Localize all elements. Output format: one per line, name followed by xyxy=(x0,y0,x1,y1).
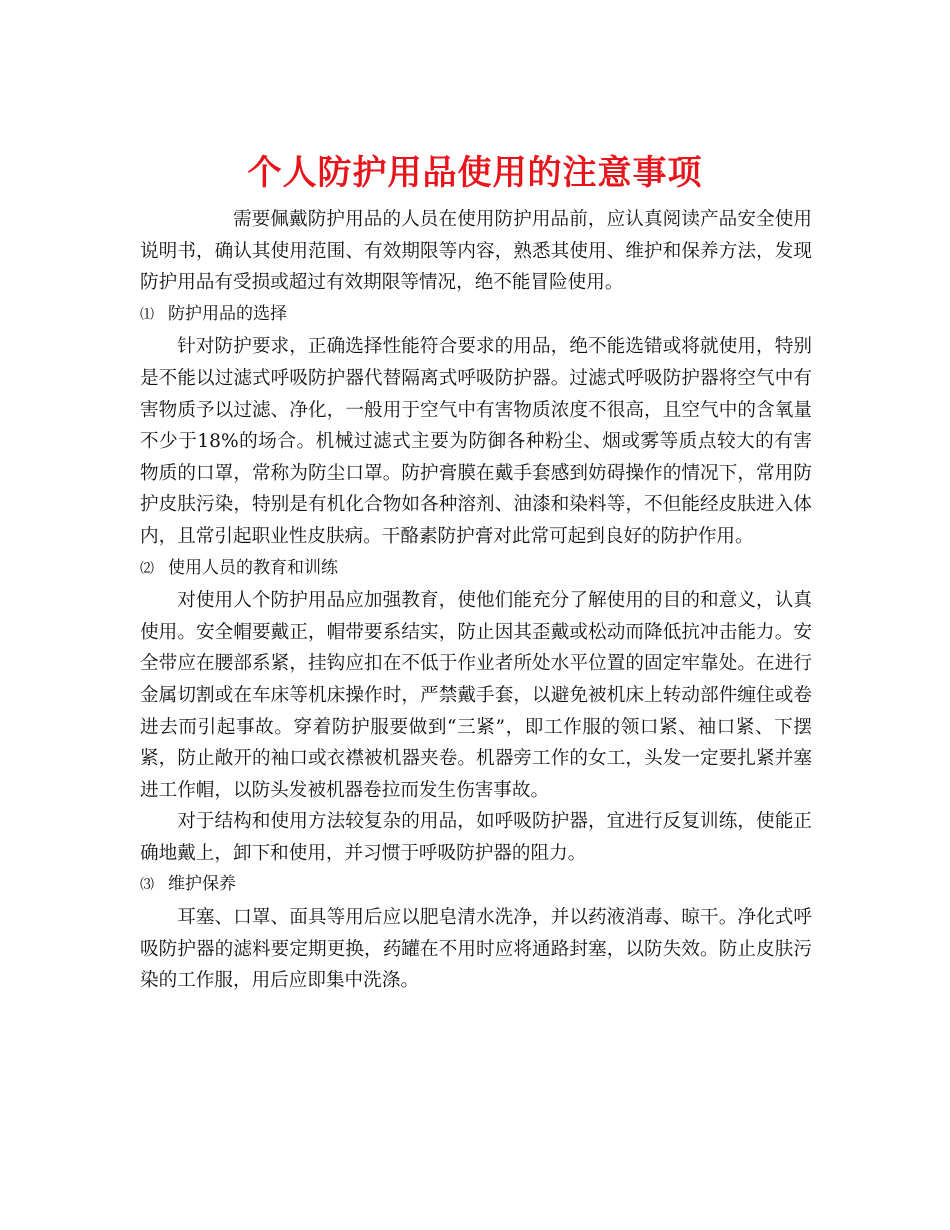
section-heading-2 xyxy=(140,553,812,586)
section-1-paragraph-1: 针对防护要求，正确选择性能符合要求的用品，绝不能选错或将就使用，特别是不能以过滤式呼吸防护器代替隔离式呼吸防护器。过滤式呼吸防护器将空气中有害物质予以过滤、净化，一般用于空气中有害物质浓度不很高，且空气中的含氧量不少于18%的场合。机械过滤式主要为防御各种粉尘、烟或雾等质点较大的有害物质的口罩，常称为防尘口罩。防护膏膜在戴手套感到妨碍操作的情况下，常用防护皮肤污染，特别是有机化合物如各种溶剂、油漆和染料等，不但能经皮肤进入体内，且常引起职业性皮肤病。干酪素防护膏对此常可起到良好的防护作用。 xyxy=(140,336,812,547)
document-body xyxy=(140,204,812,997)
section-title: 使用人员的教育和训练 xyxy=(168,557,338,578)
section-title: 维护保养 xyxy=(168,874,236,895)
section-number: ⑶ xyxy=(140,877,154,894)
section-3-paragraph-1: 耳塞、口罩、面具等用后应以肥皂清水洗净，并以药液消毒、晾干。净化式呼吸防护器的滤料要定期更换，药罐在不用时应将通路封塞，以防失效。防止皮肤污染的工作服，用后应即集中洗涤。 xyxy=(140,907,812,992)
intro-paragraph: 需要佩戴防护用品的人员在使用防护用品前，应认真阅读产品安全使用说明书，确认其使用范围、有效期限等内容，熟悉其使用、维护和保养方法，发现防护用品有受损或超过有效期限等情况，绝不能冒险使用。 xyxy=(140,209,812,294)
section-heading-1 xyxy=(140,299,812,332)
section-heading-3 xyxy=(140,869,812,902)
section-number: ⑴ xyxy=(140,306,154,323)
section-2-paragraph-2: 对于结构和使用方法较复杂的用品，如呼吸防护器，宜进行反复训练，使能正确地戴上，卸下和使用，并习惯于呼吸防护器的阻力。 xyxy=(140,811,812,864)
section-number: ⑵ xyxy=(140,560,154,577)
document-title: 个人防护用品使用的注意事项 xyxy=(247,152,703,193)
section-2-paragraph-1: 对使用人个防护用品应加强教育，使他们能充分了解使用的目的和意义，认真使用。安全帽要戴正，帽带要系结实，防止因其歪戴或松动而降低抗冲击能力。安全带应在腰部系紧，挂钩应扣在不低于作业者所处水平位置的固定牢靠处。在进行金属切割或在车床等机床操作时，严禁戴手套，以避免被机床上转动部件缠住或卷进去而引起事故。穿着防护服要做到“三紧”，即工作服的领口紧、袖口紧、下摆紧，防止敞开的袖口或衣襟被机器夹卷。机器旁工作的女工，头发一定要扎紧并塞进工作帽，以防头发被机器卷拉而发生伤害事故。 xyxy=(140,590,812,801)
section-title: 防护用品的选择 xyxy=(168,303,287,324)
